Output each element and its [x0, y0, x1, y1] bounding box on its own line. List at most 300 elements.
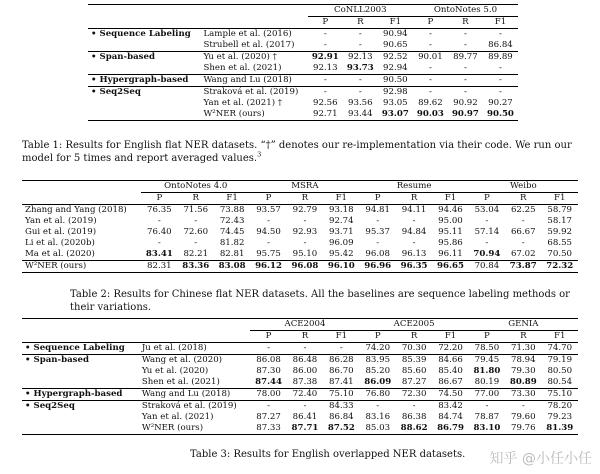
- score-cell: 90.03: [413, 109, 448, 121]
- score-cell: 90.01: [413, 52, 448, 64]
- score-cell: 92.56: [312, 98, 338, 108]
- score-cell: 73.30: [505, 389, 541, 401]
- score-cell: -: [267, 238, 270, 248]
- method-name: Yan et al. (2021): [141, 412, 214, 422]
- score-cell: 95.75: [256, 249, 281, 259]
- score-cell: -: [308, 75, 343, 87]
- score-cell: 84.74: [438, 412, 463, 422]
- score-cell: 70.94: [473, 249, 501, 259]
- score-cell: -: [250, 343, 286, 355]
- score-cell: 86.84: [329, 412, 354, 422]
- score-cell: 70.84: [469, 261, 505, 273]
- group-blank-cell: [22, 366, 139, 377]
- score-cell: 90.92: [453, 98, 478, 108]
- score-cell: 85.40: [438, 366, 463, 376]
- header-blank-cell: [22, 319, 139, 331]
- score-cell: -: [323, 40, 327, 50]
- table-row: [22, 401, 578, 413]
- metric-header: P: [374, 331, 381, 341]
- score-cell: -: [412, 238, 416, 248]
- watermark: 知乎 @小任小任: [489, 451, 592, 467]
- score-cell: -: [157, 216, 161, 226]
- score-cell: 72.30: [396, 389, 432, 401]
- group-blank-cell: [88, 40, 200, 52]
- score-cell: -: [308, 29, 343, 41]
- score-cell: 81.82: [219, 238, 245, 248]
- score-cell: -: [287, 401, 323, 413]
- score-cell: 79.19: [542, 355, 579, 367]
- metric-header: F1: [389, 17, 402, 27]
- score-cell: 92.98: [378, 87, 413, 99]
- score-cell: -: [469, 401, 505, 413]
- score-cell: 66.67: [510, 227, 536, 237]
- score-cell: 95.11: [438, 227, 463, 237]
- method-name: Ma et al. (2020): [25, 249, 95, 259]
- table-row: [22, 238, 578, 249]
- score-cell: 62.25: [505, 205, 541, 217]
- score-cell: 78.87: [474, 412, 500, 422]
- score-cell: 95.00: [438, 216, 463, 226]
- table-row: [22, 216, 578, 227]
- score-cell: 87.33: [250, 423, 286, 435]
- score-cell: 78.00: [250, 389, 286, 401]
- metric-header: P: [483, 193, 490, 203]
- metric-header: P: [322, 17, 329, 27]
- metric-header: R: [301, 331, 309, 341]
- score-cell: 89.77: [448, 52, 483, 64]
- score-cell: -: [194, 216, 198, 226]
- table-row: [88, 109, 518, 121]
- score-cell: 86.67: [438, 377, 463, 387]
- score-cell: 92.71: [308, 109, 343, 121]
- score-cell: 82.21: [183, 249, 209, 259]
- metric-header: F1: [494, 17, 507, 27]
- score-cell: 68.55: [547, 238, 573, 248]
- score-cell: -: [343, 87, 378, 99]
- score-cell: 88.62: [396, 423, 432, 435]
- score-cell: 96.11: [438, 249, 463, 259]
- score-cell: 90.65: [383, 40, 408, 50]
- metric-header: F1: [554, 331, 566, 341]
- score-cell: 89.62: [418, 98, 443, 108]
- score-cell: 93.18: [323, 205, 359, 217]
- header-blank-cell: [22, 193, 141, 205]
- score-cell: 73.87: [505, 261, 541, 273]
- score-cell: 89.89: [483, 52, 518, 64]
- group-blank-cell: [22, 377, 139, 389]
- group-blank-cell: [22, 412, 139, 423]
- score-cell: -: [483, 75, 518, 87]
- group-label: • Hypergraph-based: [22, 389, 139, 401]
- score-cell: 87.71: [287, 423, 323, 435]
- score-cell: -: [376, 216, 380, 226]
- score-cell: 72.32: [541, 261, 578, 273]
- metric-header: R: [462, 17, 469, 27]
- score-cell: 85.03: [360, 423, 396, 435]
- score-cell: 86.84: [488, 40, 513, 50]
- score-cell: -: [499, 63, 502, 73]
- score-cell: 79.60: [511, 412, 536, 422]
- score-cell: -: [360, 401, 396, 413]
- score-cell: 90.94: [378, 29, 413, 41]
- table-row: [88, 87, 518, 99]
- score-cell: -: [428, 63, 432, 73]
- score-cell: 81.39: [542, 423, 579, 435]
- table-row: [88, 75, 518, 87]
- score-cell: 72.20: [432, 343, 468, 355]
- score-cell: -: [376, 238, 380, 248]
- table-row: [22, 355, 578, 367]
- method-name: Yu et al. (2020) †: [200, 52, 307, 64]
- table-row: [88, 63, 518, 75]
- metric-header: F1: [444, 193, 457, 203]
- score-cell: 95.42: [329, 249, 354, 259]
- method-name: Yan et al. (2021) †: [203, 98, 283, 108]
- table-row: [22, 249, 578, 261]
- score-cell: 78.20: [542, 401, 579, 413]
- method-name: Zhang and Yang (2018): [22, 205, 141, 217]
- score-cell: -: [448, 87, 483, 99]
- score-cell: 94.84: [401, 227, 427, 237]
- score-cell: 96.13: [401, 249, 427, 259]
- dataset-header: OntoNotes 4.0: [141, 181, 250, 193]
- score-cell: 87.27: [256, 412, 281, 422]
- score-cell: -: [412, 216, 416, 226]
- score-cell: 96.65: [432, 261, 468, 273]
- score-cell: 84.33: [323, 401, 359, 413]
- score-cell: -: [483, 87, 518, 99]
- group-label: • Seq2Seq: [22, 401, 139, 413]
- score-cell: 85.20: [365, 366, 391, 376]
- score-cell: 58.17: [547, 216, 573, 226]
- table-row: [22, 366, 578, 377]
- score-cell: 86.38: [401, 412, 427, 422]
- score-cell: -: [343, 29, 378, 41]
- score-cell: 57.14: [474, 227, 500, 237]
- metric-header: R: [520, 331, 527, 341]
- score-cell: 95.37: [365, 227, 390, 237]
- score-cell: 72.43: [219, 216, 245, 226]
- metric-header: R: [357, 17, 364, 27]
- metric-header: P: [427, 17, 434, 27]
- method-name: Strubell et al. (2017): [203, 40, 295, 50]
- group-label: • Span-based: [22, 355, 139, 367]
- table-row: [88, 29, 518, 41]
- score-cell: 95.10: [292, 249, 318, 259]
- dataset-header: GENIA: [469, 319, 578, 331]
- group-label: • Sequence Labeling: [88, 29, 200, 41]
- metric-header: P: [265, 331, 272, 341]
- dataset-header: Weibo: [469, 181, 578, 193]
- score-cell: 53.04: [469, 205, 505, 217]
- score-cell: 93.56: [348, 98, 373, 108]
- score-cell: 86.09: [364, 377, 392, 387]
- metric-header: R: [410, 331, 418, 341]
- score-cell: 86.28: [323, 355, 359, 367]
- score-cell: 95.86: [438, 238, 463, 248]
- score-cell: 74.20: [360, 343, 396, 355]
- table-row: [88, 52, 518, 64]
- score-cell: 75.10: [542, 389, 579, 401]
- method-name: Straková et al. (2019): [200, 87, 307, 99]
- score-cell: 93.57: [250, 205, 286, 217]
- metric-header: R: [192, 193, 199, 203]
- score-cell: -: [448, 75, 483, 87]
- score-cell: 93.73: [346, 63, 374, 73]
- score-cell: -: [323, 343, 359, 355]
- score-cell: 74.45: [219, 227, 245, 237]
- score-cell: 83.42: [432, 401, 468, 413]
- score-cell: 93.71: [329, 227, 354, 237]
- score-cell: -: [521, 216, 525, 226]
- score-cell: -: [485, 216, 489, 226]
- score-cell: 86.00: [292, 366, 318, 376]
- score-cell: 90.97: [448, 109, 483, 121]
- header-blank-cell: [200, 17, 307, 29]
- header-blank-cell: [139, 331, 251, 343]
- metric-header: P: [156, 193, 163, 203]
- score-cell: -: [505, 401, 541, 413]
- dataset-header: ACE2005: [360, 319, 469, 331]
- score-cell: 96.09: [329, 238, 354, 248]
- method-name: Straková et al. (2019): [139, 401, 251, 413]
- score-cell: 73.88: [214, 205, 250, 217]
- table-row: [22, 412, 578, 423]
- score-cell: 79.45: [469, 355, 505, 367]
- score-cell: 96.96: [360, 261, 396, 273]
- score-cell: -: [483, 29, 518, 41]
- score-cell: -: [463, 40, 467, 50]
- score-cell: -: [413, 29, 448, 41]
- dataset-header: Resume: [360, 181, 469, 193]
- metric-header: R: [520, 193, 527, 203]
- header-blank-cell: [139, 319, 251, 331]
- metric-header: F1: [444, 331, 457, 341]
- score-cell: 80.89: [509, 377, 537, 387]
- score-cell: -: [194, 238, 198, 248]
- score-cell: 96.10: [323, 261, 359, 273]
- score-cell: -: [303, 216, 307, 226]
- score-cell: 77.00: [469, 389, 505, 401]
- score-cell: -: [250, 401, 286, 413]
- table-1: [88, 4, 518, 121]
- score-cell: 87.38: [292, 377, 318, 387]
- group-blank-cell: [88, 63, 200, 75]
- score-cell: -: [413, 75, 448, 87]
- table-row: [22, 261, 578, 273]
- table-3: [22, 318, 578, 435]
- score-cell: 94.81: [360, 205, 396, 217]
- group-label: • Hypergraph-based: [88, 75, 200, 87]
- score-cell: 86.70: [329, 366, 354, 376]
- score-cell: 92.74: [329, 216, 354, 226]
- score-cell: 59.92: [547, 227, 573, 237]
- score-cell: 92.91: [308, 52, 343, 64]
- score-cell: 85.60: [401, 366, 427, 376]
- header-blank-cell: [22, 181, 141, 193]
- header-blank-cell: [200, 5, 307, 17]
- score-cell: 94.50: [256, 227, 281, 237]
- score-cell: 79.23: [547, 412, 573, 422]
- score-cell: 58.79: [541, 205, 578, 217]
- score-cell: 83.10: [469, 423, 505, 435]
- score-cell: 71.30: [505, 343, 541, 355]
- score-cell: 83.41: [145, 249, 173, 259]
- score-cell: 86.79: [432, 423, 468, 435]
- score-cell: -: [463, 63, 467, 73]
- score-cell: 87.30: [256, 366, 281, 376]
- score-cell: -: [448, 29, 483, 41]
- table-2-caption: Table 2: Results for Chinese flat NER datasets. All the baselines are sequence labeling methods or their variations.: [70, 289, 570, 313]
- score-cell: 86.41: [292, 412, 318, 422]
- method-name: W²NER (ours): [200, 109, 307, 121]
- table-row: [88, 98, 518, 109]
- method-name: Wang et al. (2020): [139, 355, 251, 367]
- score-cell: -: [413, 87, 448, 99]
- method-name: Lample et al. (2016): [200, 29, 307, 41]
- score-cell: 90.50: [483, 109, 518, 121]
- group-blank-cell: [22, 423, 139, 435]
- score-cell: -: [287, 343, 323, 355]
- dataset-header: CoNLL2003: [308, 5, 413, 17]
- score-cell: -: [157, 238, 161, 248]
- group-label: • Sequence Labeling: [22, 343, 139, 355]
- method-name: W²NER (ours): [22, 261, 141, 273]
- score-cell: 74.50: [432, 389, 468, 401]
- metric-header: R: [410, 193, 418, 203]
- method-name: W²NER (ours): [139, 423, 251, 435]
- score-cell: 70.50: [547, 249, 573, 259]
- score-cell: -: [485, 238, 489, 248]
- table-row: [22, 423, 578, 435]
- table-row: [22, 227, 578, 238]
- method-name: Yan et al. (2019): [25, 216, 97, 226]
- group-label: • Seq2Seq: [88, 87, 200, 99]
- score-cell: 94.11: [396, 205, 432, 217]
- metric-header: P: [374, 193, 381, 203]
- method-name: Ju et al. (2018): [139, 343, 251, 355]
- method-name: Wang and Lu (2018): [200, 75, 307, 87]
- score-cell: -: [358, 40, 362, 50]
- score-cell: 87.41: [329, 377, 354, 387]
- score-cell: 96.08: [287, 261, 323, 273]
- metric-header: F1: [335, 193, 348, 203]
- header-blank-cell: [22, 331, 139, 343]
- score-cell: 94.46: [432, 205, 468, 217]
- score-cell: 82.81: [219, 249, 245, 259]
- metric-header: F1: [554, 193, 566, 203]
- group-blank-cell: [88, 109, 200, 121]
- method-name: Yu et al. (2020): [141, 366, 209, 376]
- table-2: [22, 180, 578, 273]
- score-cell: 80.54: [547, 377, 573, 387]
- dataset-header: ACE2004: [250, 319, 359, 331]
- score-cell: 72.60: [183, 227, 209, 237]
- score-cell: 92.52: [378, 52, 413, 64]
- method-name: Shen et al. (2021): [203, 63, 282, 73]
- score-cell: 83.16: [365, 412, 391, 422]
- table-row: [22, 205, 578, 217]
- score-cell: -: [428, 40, 432, 50]
- score-cell: 84.66: [432, 355, 468, 367]
- score-cell: 86.08: [250, 355, 286, 367]
- score-cell: 92.79: [287, 205, 323, 217]
- metric-header: R: [301, 193, 309, 203]
- table-1-caption: Table 1: Results for English flat NER datasets. “†” denotes our re-implementation via their code. We run our model for 5 times and report averaged values.$^3$: [22, 140, 572, 164]
- score-cell: 93.07: [378, 109, 413, 121]
- score-cell: 87.44: [255, 377, 283, 387]
- score-cell: 83.36: [178, 261, 214, 273]
- score-cell: 92.13: [312, 63, 338, 73]
- score-cell: 80.50: [547, 366, 573, 376]
- group-label: • Span-based: [88, 52, 200, 64]
- score-cell: 78.94: [505, 355, 541, 367]
- table-row: [22, 377, 578, 389]
- method-name: Shen et al. (2021): [141, 377, 220, 387]
- score-cell: 90.27: [488, 98, 513, 108]
- score-cell: 90.50: [378, 75, 413, 87]
- score-cell: 81.80: [473, 366, 501, 376]
- method-name: Gui et al. (2019): [25, 227, 97, 237]
- score-cell: -: [343, 75, 378, 87]
- score-cell: 93.05: [383, 98, 408, 108]
- group-blank-cell: [88, 98, 200, 109]
- score-cell: 70.30: [396, 343, 432, 355]
- score-cell: -: [267, 216, 270, 226]
- score-cell: 92.13: [343, 52, 378, 64]
- score-cell: 74.70: [542, 343, 579, 355]
- score-cell: 85.39: [396, 355, 432, 367]
- header-blank-cell: [88, 17, 200, 29]
- score-cell: 71.56: [178, 205, 214, 217]
- score-cell: 92.93: [292, 227, 318, 237]
- score-cell: 76.40: [147, 227, 172, 237]
- score-cell: 96.08: [365, 249, 390, 259]
- score-cell: 72.40: [287, 389, 323, 401]
- method-name: Wang and Lu (2018): [139, 389, 251, 401]
- score-cell: -: [396, 401, 432, 413]
- score-cell: 83.95: [360, 355, 396, 367]
- score-cell: 80.19: [474, 377, 500, 387]
- table-3-caption: Table 3: Results for English overlapped NER datasets.: [190, 449, 466, 460]
- score-cell: -: [303, 238, 307, 248]
- score-cell: -: [308, 87, 343, 99]
- score-cell: 83.08: [214, 261, 250, 273]
- score-cell: 96.12: [250, 261, 286, 273]
- score-cell: 96.35: [396, 261, 432, 273]
- score-cell: 87.52: [323, 423, 359, 435]
- dataset-header: OntoNotes 5.0: [413, 5, 518, 17]
- score-cell: 76.35: [141, 205, 177, 217]
- score-cell: 79.30: [511, 366, 536, 376]
- metric-header: P: [484, 331, 490, 341]
- metric-header: F1: [335, 331, 348, 341]
- score-cell: 82.31: [141, 261, 177, 273]
- score-cell: 75.10: [323, 389, 359, 401]
- dataset-header: MSRA: [250, 181, 359, 193]
- table-row: [88, 40, 518, 52]
- score-cell: 92.94: [383, 63, 408, 73]
- score-cell: 76.80: [360, 389, 396, 401]
- header-blank-cell: [88, 5, 200, 17]
- table-row: [22, 343, 578, 355]
- score-cell: 93.44: [343, 109, 378, 121]
- score-cell: 79.76: [505, 423, 541, 435]
- score-cell: 78.50: [469, 343, 505, 355]
- score-cell: 86.48: [287, 355, 323, 367]
- score-cell: 87.27: [401, 377, 427, 387]
- table-row: [22, 389, 578, 401]
